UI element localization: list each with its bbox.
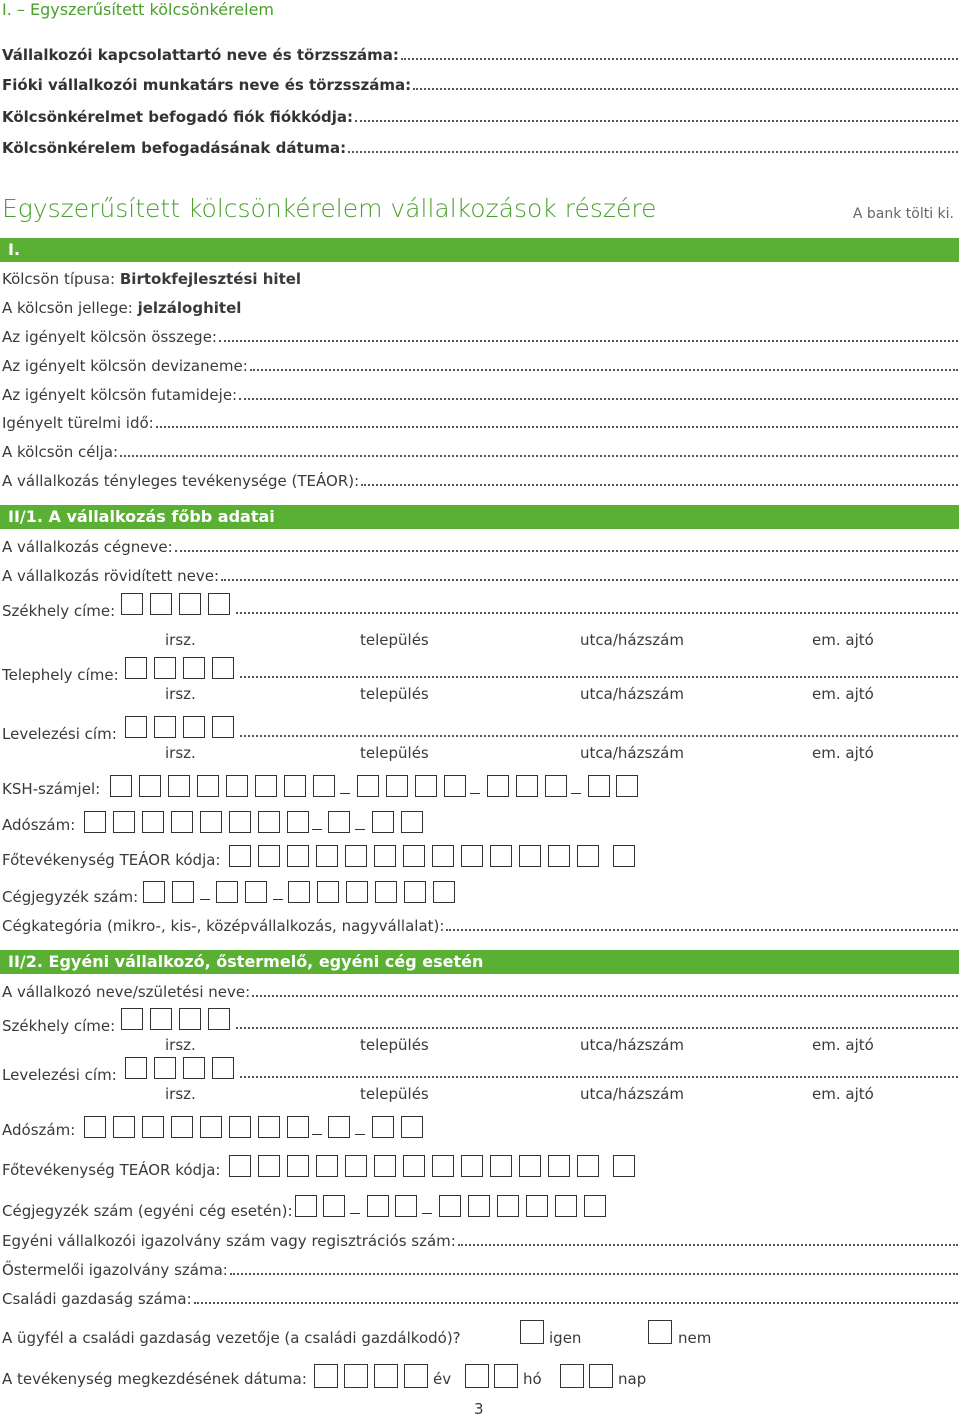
teaor-box[interactable] bbox=[490, 1155, 512, 1177]
sub-utca: utca/házszám bbox=[580, 631, 684, 649]
reg-box[interactable] bbox=[584, 1195, 606, 1217]
year-label: év bbox=[433, 1370, 452, 1388]
teaor-box[interactable] bbox=[577, 845, 599, 867]
irsz-box[interactable] bbox=[212, 1057, 234, 1079]
teaor-box[interactable] bbox=[345, 845, 367, 867]
field-name-birth[interactable] bbox=[2, 982, 958, 1002]
start-date-label: A tevékenység megkezdésének dátuma: bbox=[2, 1370, 307, 1388]
reg-box[interactable] bbox=[143, 881, 165, 903]
loan-type-label: Kölcsön típusa: bbox=[2, 270, 116, 288]
page-title: Egyszerűsített kölcsönkérelem vállalkozások részére bbox=[2, 194, 657, 223]
teaor-box[interactable] bbox=[287, 1155, 309, 1177]
month-box[interactable] bbox=[494, 1364, 518, 1388]
fill-line bbox=[239, 386, 958, 400]
irsz-box[interactable] bbox=[125, 716, 147, 738]
sub-telepules: település bbox=[360, 1036, 429, 1054]
sub-emajto: em. ajtó bbox=[812, 1085, 874, 1103]
ksh-box[interactable] bbox=[357, 775, 379, 797]
reg-box[interactable] bbox=[439, 1195, 461, 1217]
field-category[interactable] bbox=[2, 916, 958, 936]
field-label: A kölcsön célja: bbox=[2, 443, 119, 461]
fill-line bbox=[156, 414, 958, 428]
irsz-box[interactable] bbox=[154, 657, 176, 679]
ksh-box[interactable] bbox=[313, 775, 335, 797]
field-farmer-id[interactable] bbox=[2, 1260, 958, 1280]
teaor-box[interactable] bbox=[403, 845, 425, 867]
field-purpose[interactable] bbox=[2, 442, 958, 462]
separator-dash bbox=[571, 793, 581, 794]
ksh-box[interactable] bbox=[415, 775, 437, 797]
ksh-box[interactable] bbox=[616, 775, 638, 797]
day-label: nap bbox=[618, 1370, 647, 1388]
sub-utca: utca/házszám bbox=[580, 1036, 684, 1054]
ksh-box[interactable] bbox=[284, 775, 306, 797]
fill-line bbox=[401, 46, 958, 60]
teaor-box[interactable] bbox=[432, 845, 454, 867]
teaor-box[interactable] bbox=[287, 845, 309, 867]
irsz-box[interactable] bbox=[150, 593, 172, 615]
tax-label: Adószám: bbox=[2, 1121, 76, 1139]
address-fill-line[interactable] bbox=[236, 612, 958, 614]
sub-telepules: település bbox=[360, 744, 429, 762]
reg-box[interactable] bbox=[323, 1195, 345, 1217]
fill-line bbox=[413, 76, 958, 90]
irsz-box[interactable] bbox=[212, 716, 234, 738]
admin-field-employee[interactable] bbox=[2, 75, 958, 95]
yes-label: igen bbox=[549, 1329, 582, 1347]
teaor-box[interactable] bbox=[613, 1155, 635, 1177]
field-label: A vállalkozó neve/születési neve: bbox=[2, 983, 251, 1001]
seat-label: Székhely címe: bbox=[2, 1017, 116, 1035]
teaor-box[interactable] bbox=[432, 1155, 454, 1177]
irsz-box[interactable] bbox=[121, 593, 143, 615]
section-bar-ii-1: II/1. A vállalkozás főbb adatai bbox=[0, 505, 959, 529]
irsz-box[interactable] bbox=[208, 1008, 230, 1030]
fill-line bbox=[361, 472, 958, 486]
tax-box[interactable] bbox=[142, 811, 164, 833]
tax-box[interactable] bbox=[84, 1116, 106, 1138]
tax-box[interactable] bbox=[328, 811, 350, 833]
day-box[interactable] bbox=[589, 1364, 613, 1388]
fill-line bbox=[194, 1290, 958, 1304]
irsz-box[interactable] bbox=[183, 1057, 205, 1079]
field-currency[interactable] bbox=[2, 356, 958, 376]
month-box[interactable] bbox=[465, 1364, 489, 1388]
tax-box[interactable] bbox=[113, 811, 135, 833]
field-family-farm[interactable] bbox=[2, 1289, 958, 1309]
reg-box[interactable] bbox=[288, 881, 310, 903]
reg-box[interactable] bbox=[245, 881, 267, 903]
ksh-box[interactable] bbox=[444, 775, 466, 797]
teaor-box[interactable] bbox=[374, 1155, 396, 1177]
field-label: A vállalkozás tényleges tevékenysége (TEÁOR): bbox=[2, 472, 360, 490]
tax-box[interactable] bbox=[229, 811, 251, 833]
sub-irsz: irsz. bbox=[165, 1036, 196, 1054]
sub-irsz: irsz. bbox=[165, 744, 196, 762]
loan-nature-row bbox=[2, 298, 958, 318]
ksh-box[interactable] bbox=[516, 775, 538, 797]
reg-box[interactable] bbox=[497, 1195, 519, 1217]
tax-box[interactable] bbox=[171, 1116, 193, 1138]
teaor-box[interactable] bbox=[374, 845, 396, 867]
reg-box[interactable] bbox=[367, 1195, 389, 1217]
teaor-box[interactable] bbox=[577, 1155, 599, 1177]
fill-line bbox=[250, 357, 958, 371]
family-farm-question: A ügyfél a családi gazdaság vezetője (a családi gazdálkodó)? bbox=[2, 1329, 461, 1347]
admin-label: Kölcsönkérelem befogadásának dátuma: bbox=[2, 139, 347, 157]
tax-label: Adószám: bbox=[2, 816, 76, 834]
ksh-box[interactable] bbox=[255, 775, 277, 797]
admin-label: Kölcsönkérelmet befogadó fiók fiókkódja: bbox=[2, 108, 354, 126]
fill-line bbox=[219, 328, 958, 342]
reg-box[interactable] bbox=[346, 881, 368, 903]
field-label: Igényelt türelmi idő: bbox=[2, 414, 154, 432]
fill-line bbox=[458, 1232, 958, 1246]
sub-emajto: em. ajtó bbox=[812, 744, 874, 762]
separator-dash bbox=[355, 1134, 365, 1135]
sub-utca: utca/házszám bbox=[580, 685, 684, 703]
tax-box[interactable] bbox=[171, 811, 193, 833]
loan-type-value: Birtokfejlesztési hitel bbox=[119, 270, 302, 288]
irsz-box[interactable] bbox=[154, 1057, 176, 1079]
tax-box[interactable] bbox=[328, 1116, 350, 1138]
loan-nature-label: A kölcsön jellege: bbox=[2, 299, 133, 317]
irsz-box[interactable] bbox=[150, 1008, 172, 1030]
ksh-box[interactable] bbox=[139, 775, 161, 797]
tax-box[interactable] bbox=[287, 811, 309, 833]
year-box[interactable] bbox=[374, 1364, 398, 1388]
separator-dash bbox=[422, 1213, 432, 1214]
address-fill-line[interactable] bbox=[236, 1027, 958, 1029]
separator-dash bbox=[350, 1213, 360, 1214]
sub-telepules: település bbox=[360, 1085, 429, 1103]
field-label: Őstermelői igazolvány száma: bbox=[2, 1261, 228, 1279]
teaor-box[interactable] bbox=[258, 1155, 280, 1177]
admin-label: Fióki vállalkozói munkatárs neve és törzsszáma: bbox=[2, 76, 412, 94]
separator-dash bbox=[312, 1134, 322, 1135]
sub-emajto: em. ajtó bbox=[812, 631, 874, 649]
admin-field-contact[interactable] bbox=[2, 45, 958, 65]
irsz-box[interactable] bbox=[121, 1008, 143, 1030]
mail-label: Levelezési cím: bbox=[2, 1066, 117, 1084]
irsz-box[interactable] bbox=[212, 657, 234, 679]
teaor-label: Főtevékenység TEÁOR kódja: bbox=[2, 1161, 221, 1179]
irsz-box[interactable] bbox=[183, 657, 205, 679]
admin-header: I. – Egyszerűsített kölcsönkérelem bbox=[2, 0, 275, 19]
sub-emajto: em. ajtó bbox=[812, 685, 874, 703]
mail-label: Levelezési cím: bbox=[2, 725, 117, 743]
sub-telepules: település bbox=[360, 631, 429, 649]
yes-checkbox[interactable] bbox=[520, 1320, 544, 1344]
teaor-label: Főtevékenység TEÁOR kódja: bbox=[2, 851, 221, 869]
page-number: 3 bbox=[474, 1400, 484, 1418]
reg-label: Cégjegyzék szám (egyéni cég esetén): bbox=[2, 1202, 293, 1220]
irsz-box[interactable] bbox=[208, 593, 230, 615]
ksh-label: KSH-számjel: bbox=[2, 780, 101, 798]
tax-box[interactable] bbox=[200, 1116, 222, 1138]
no-checkbox[interactable] bbox=[648, 1320, 672, 1344]
field-amount[interactable] bbox=[2, 327, 958, 347]
irsz-box[interactable] bbox=[154, 716, 176, 738]
ksh-box[interactable] bbox=[487, 775, 509, 797]
separator-dash bbox=[470, 793, 480, 794]
ksh-box[interactable] bbox=[588, 775, 610, 797]
reg-label: Cégjegyzék szám: bbox=[2, 888, 139, 906]
loan-nature-value: jelzáloghitel bbox=[137, 299, 242, 317]
tax-box[interactable] bbox=[142, 1116, 164, 1138]
sub-telepules: település bbox=[360, 685, 429, 703]
sub-utca: utca/házszám bbox=[580, 1085, 684, 1103]
site-label: Telephely címe: bbox=[2, 666, 119, 684]
address-fill-line[interactable] bbox=[240, 1076, 958, 1078]
reg-box[interactable] bbox=[555, 1195, 577, 1217]
reg-box[interactable] bbox=[526, 1195, 548, 1217]
fill-line bbox=[230, 1261, 958, 1275]
ksh-box[interactable] bbox=[197, 775, 219, 797]
teaor-box[interactable] bbox=[461, 1155, 483, 1177]
ksh-box[interactable] bbox=[386, 775, 408, 797]
day-box[interactable] bbox=[560, 1364, 584, 1388]
ksh-box[interactable] bbox=[110, 775, 132, 797]
fill-line bbox=[348, 139, 958, 153]
reg-box[interactable] bbox=[404, 881, 426, 903]
field-label: A vállalkozás rövidített neve: bbox=[2, 567, 220, 585]
reg-box[interactable] bbox=[295, 1195, 317, 1217]
sub-utca: utca/házszám bbox=[580, 744, 684, 762]
teaor-box[interactable] bbox=[548, 1155, 570, 1177]
reg-box[interactable] bbox=[317, 881, 339, 903]
separator-dash bbox=[273, 899, 283, 900]
teaor-box[interactable] bbox=[345, 1155, 367, 1177]
field-label: Cégkategória (mikro-, kis-, középvállalkozás, nagyvállalat): bbox=[2, 917, 445, 935]
section-bar-ii-2: II/2. Egyéni vállalkozó, őstermelő, egyéni cég esetén bbox=[0, 950, 959, 974]
ksh-box[interactable] bbox=[545, 775, 567, 797]
month-label: hó bbox=[523, 1370, 542, 1388]
teaor-box[interactable] bbox=[613, 845, 635, 867]
tax-box[interactable] bbox=[372, 1116, 394, 1138]
fill-line bbox=[252, 983, 958, 997]
irsz-box[interactable] bbox=[183, 716, 205, 738]
sub-irsz: irsz. bbox=[165, 685, 196, 703]
fill-line bbox=[221, 567, 958, 581]
field-short-name[interactable] bbox=[2, 566, 958, 586]
field-label: A vállalkozás cégneve: bbox=[2, 538, 173, 556]
irsz-box[interactable] bbox=[125, 1057, 147, 1079]
loan-type-row bbox=[2, 269, 958, 289]
teaor-box[interactable] bbox=[316, 845, 338, 867]
ksh-box[interactable] bbox=[226, 775, 248, 797]
fill-line bbox=[120, 443, 958, 457]
tax-box[interactable] bbox=[258, 1116, 280, 1138]
irsz-box[interactable] bbox=[179, 593, 201, 615]
teaor-box[interactable] bbox=[519, 845, 541, 867]
tax-box[interactable] bbox=[84, 811, 106, 833]
field-company-name[interactable] bbox=[2, 537, 958, 557]
admin-field-branch[interactable] bbox=[2, 107, 958, 127]
fill-line bbox=[446, 917, 958, 931]
irsz-box[interactable] bbox=[179, 1008, 201, 1030]
field-label: Családi gazdaság száma: bbox=[2, 1290, 192, 1308]
teaor-box[interactable] bbox=[403, 1155, 425, 1177]
teaor-box[interactable] bbox=[229, 845, 251, 867]
fill-line bbox=[175, 538, 958, 552]
sub-irsz: irsz. bbox=[165, 631, 196, 649]
reg-box[interactable] bbox=[433, 881, 455, 903]
field-ev-id[interactable] bbox=[2, 1231, 958, 1251]
fill-line bbox=[355, 108, 958, 122]
section-bar-i: I. bbox=[0, 238, 959, 262]
seat-label: Székhely címe: bbox=[2, 602, 116, 620]
field-label: Egyéni vállalkozói igazolvány szám vagy regisztrációs szám: bbox=[2, 1232, 456, 1250]
tax-box[interactable] bbox=[229, 1116, 251, 1138]
teaor-box[interactable] bbox=[519, 1155, 541, 1177]
teaor-box[interactable] bbox=[229, 1155, 251, 1177]
address-fill-line[interactable] bbox=[240, 735, 958, 737]
tax-box[interactable] bbox=[113, 1116, 135, 1138]
field-term[interactable] bbox=[2, 385, 958, 405]
admin-field-date[interactable] bbox=[2, 138, 958, 158]
irsz-box[interactable] bbox=[125, 657, 147, 679]
address-fill-line[interactable] bbox=[240, 676, 958, 678]
tax-box[interactable] bbox=[372, 811, 394, 833]
reg-box[interactable] bbox=[468, 1195, 490, 1217]
teaor-box[interactable] bbox=[461, 845, 483, 867]
separator-dash bbox=[340, 793, 350, 794]
bank-note: A bank tölti ki. bbox=[852, 206, 954, 222]
year-box[interactable] bbox=[344, 1364, 368, 1388]
reg-box[interactable] bbox=[395, 1195, 417, 1217]
field-label: Az igényelt kölcsön devizaneme: bbox=[2, 357, 248, 375]
tax-box[interactable] bbox=[287, 1116, 309, 1138]
separator-dash bbox=[200, 899, 210, 900]
reg-box[interactable] bbox=[375, 881, 397, 903]
tax-box[interactable] bbox=[401, 811, 423, 833]
sub-emajto: em. ajtó bbox=[812, 1036, 874, 1054]
teaor-box[interactable] bbox=[316, 1155, 338, 1177]
teaor-box[interactable] bbox=[258, 845, 280, 867]
teaor-box[interactable] bbox=[548, 845, 570, 867]
ksh-box[interactable] bbox=[168, 775, 190, 797]
teaor-box[interactable] bbox=[490, 845, 512, 867]
year-box[interactable] bbox=[314, 1364, 338, 1388]
field-activity[interactable] bbox=[2, 471, 958, 491]
separator-dash bbox=[355, 829, 365, 830]
tax-box[interactable] bbox=[258, 811, 280, 833]
admin-label: Vállalkozói kapcsolattartó neve és törzsszáma: bbox=[2, 46, 399, 64]
no-label: nem bbox=[678, 1329, 712, 1347]
field-label: Az igényelt kölcsön futamideje: bbox=[2, 386, 238, 404]
year-box[interactable] bbox=[404, 1364, 428, 1388]
tax-box[interactable] bbox=[401, 1116, 423, 1138]
separator-dash bbox=[312, 829, 322, 830]
tax-box[interactable] bbox=[200, 811, 222, 833]
field-label: Az igényelt kölcsön összege: bbox=[2, 328, 217, 346]
reg-box[interactable] bbox=[216, 881, 238, 903]
reg-box[interactable] bbox=[172, 881, 194, 903]
field-grace[interactable] bbox=[2, 413, 958, 433]
sub-irsz: irsz. bbox=[165, 1085, 196, 1103]
